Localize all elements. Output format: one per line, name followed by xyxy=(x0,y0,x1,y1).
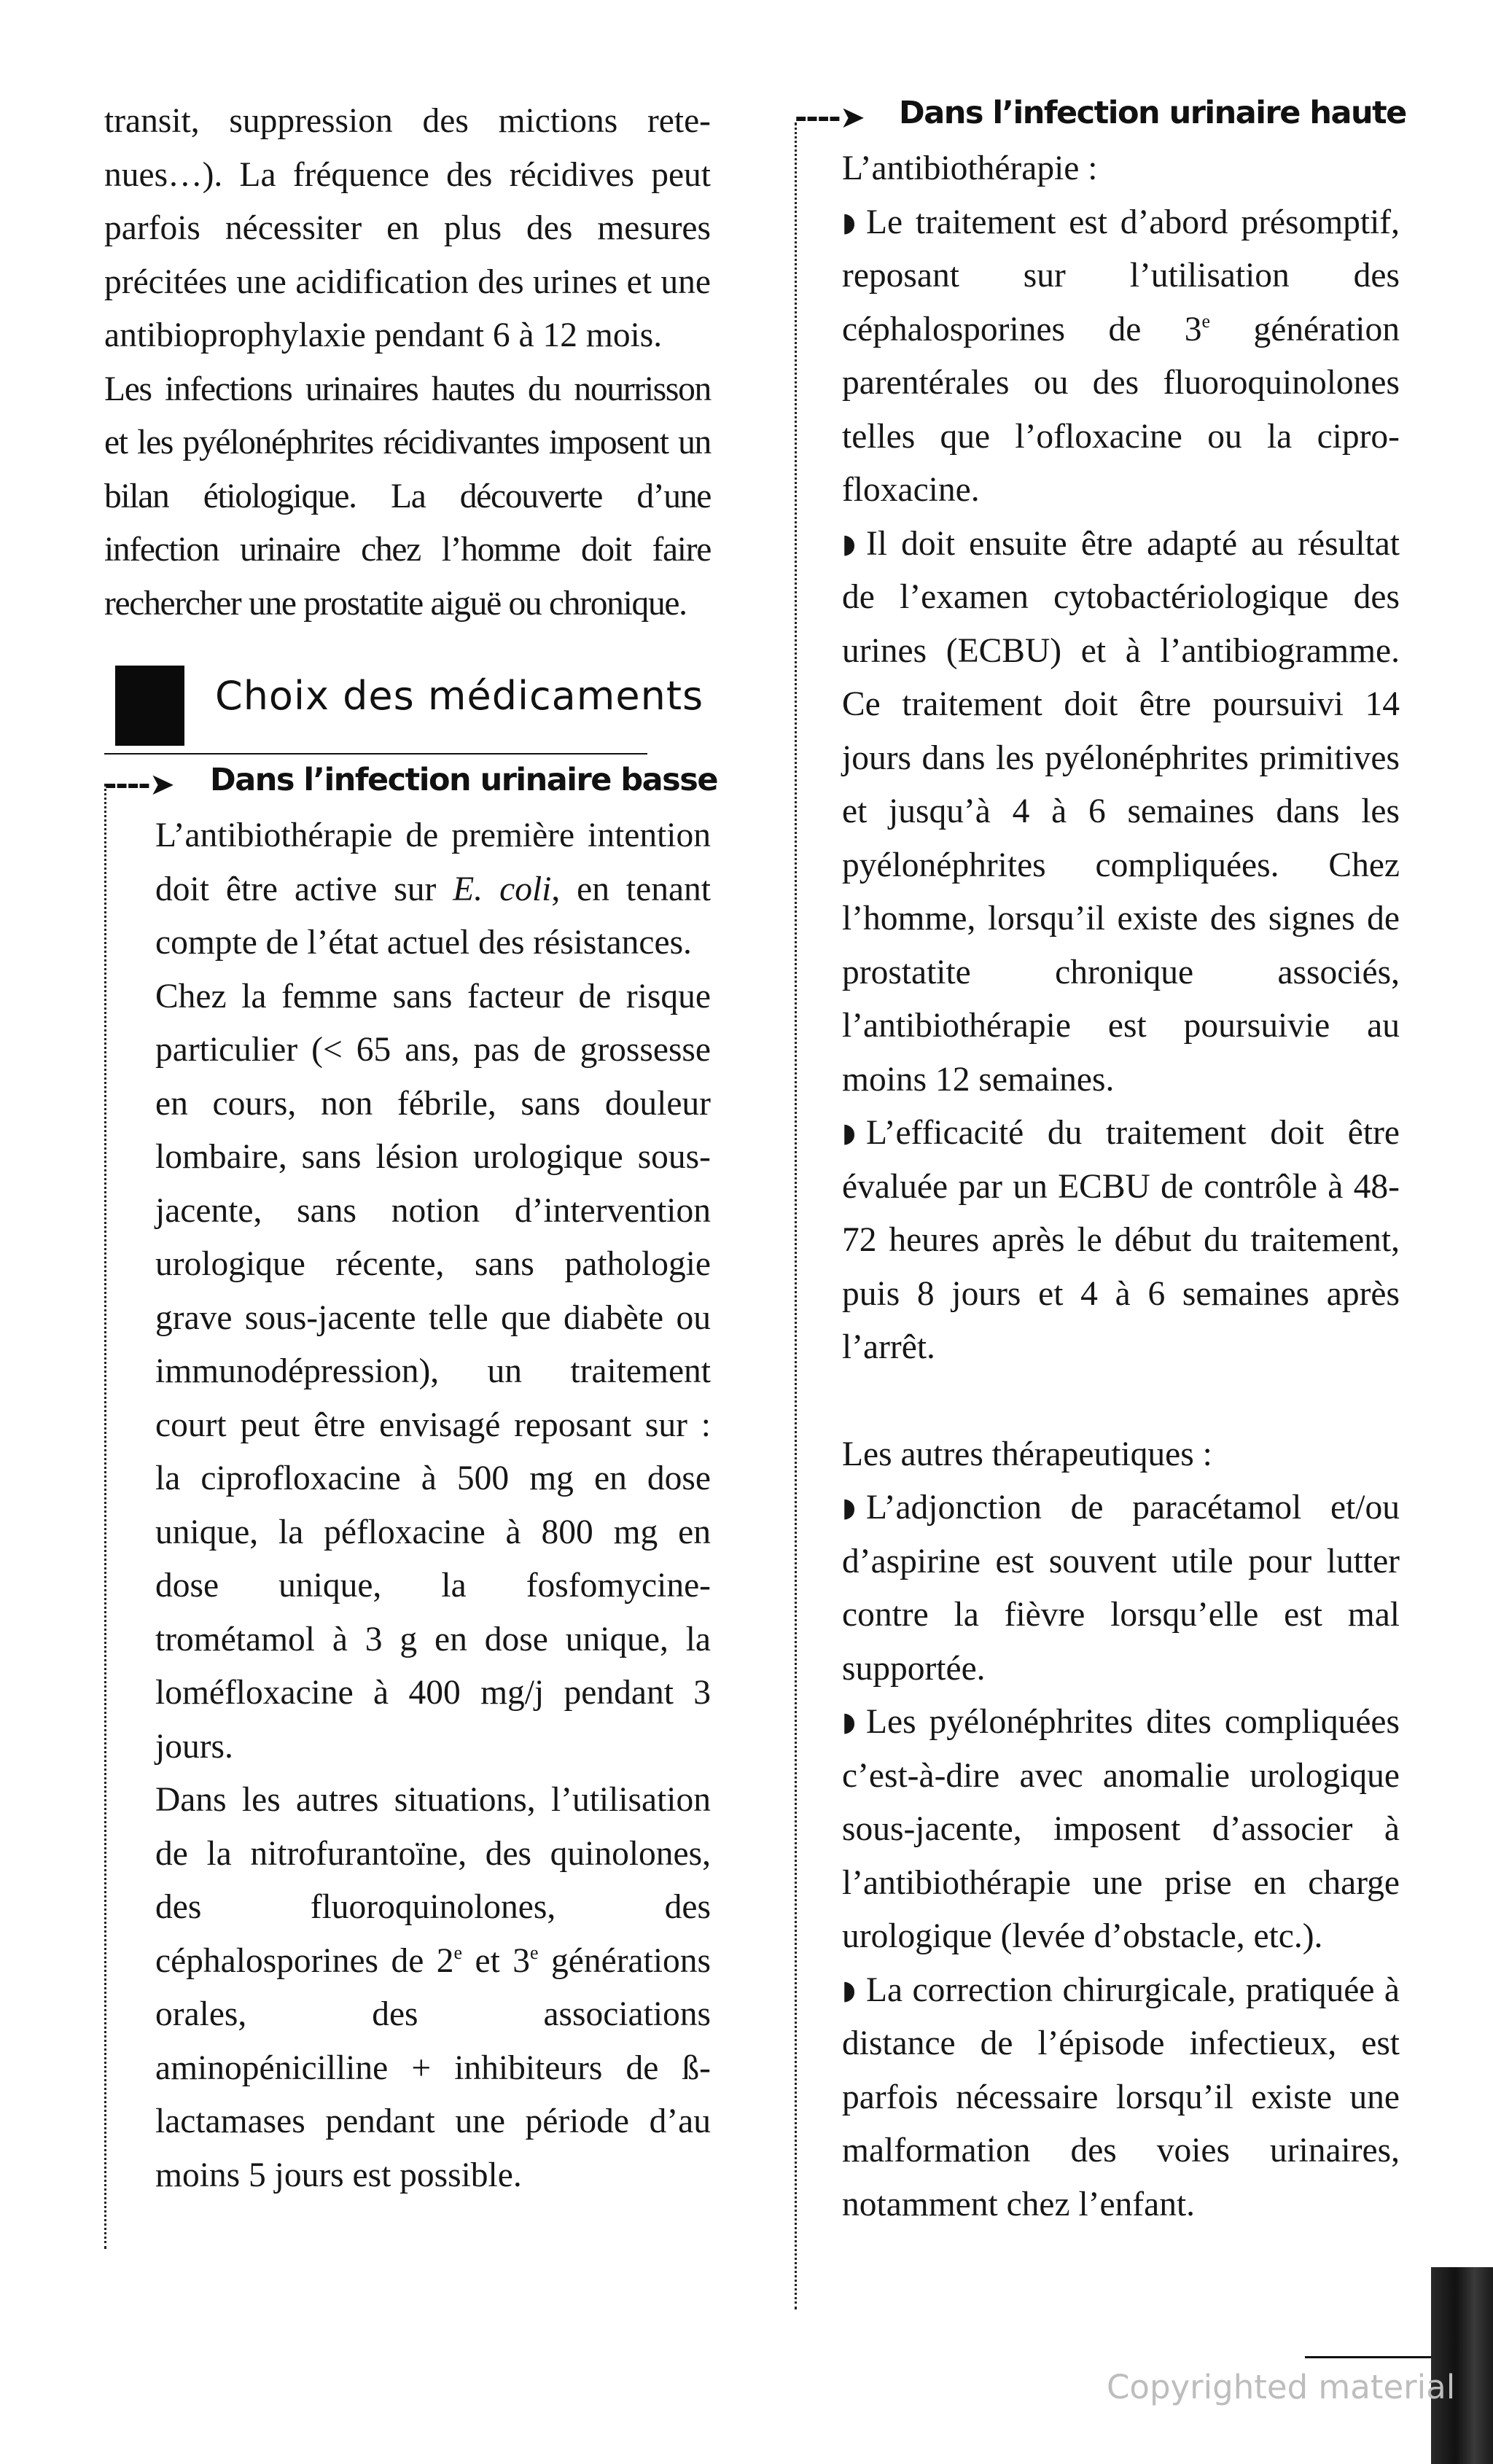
bullet-item: ◗ La correction chirurgicale, pratiquée à distance de l’épisode infectieux, est parfois nécessaire lorsqu’il existe une malformation des voies urinaires, notamment chez l’enfant. xyxy=(842,1964,1400,2232)
subsection-upper-uti xyxy=(795,95,1406,2231)
bullet-icon: ◗ xyxy=(842,1493,856,1523)
bullet-item: ◗ Le traitement est d’abord présomptif, reposant sur l’utilisation des céphalosporines de 3e génération parentérales ou des fluoroquinolones telles que l’ofloxacine ou la ciprofloxacine. xyxy=(842,196,1400,518)
copyright-watermark: Copyrighted material xyxy=(1107,2368,1456,2406)
subsection-title: Dans l’infection urinaire basse xyxy=(210,762,718,798)
bullet-item: ◗ L’efficacité du traitement doit être évaluée par un ECBU de contrôle à 48-72 heures après le début du traitement, puis 8 jours et 4 à 6 semaines après l’arrêt. xyxy=(842,1107,1400,1375)
bullet-icon: ◗ xyxy=(842,1707,856,1737)
bullet-item: ◗ Il doit ensuite être adapté au résultat de l’examen cytobactériologique des urines (ECBU) et à l’antibiogramme. Ce traitement doit être poursuivi 14 jours dans les pyélonéphrites primitives et jusqu’à 4 à 6 semaines dans les pyélonéphrites compliquées. Chez l’homme, lorsqu’il existe des signes de prostatite chronique associés, l’antibiothérapie est poursuivie au moins 12 semaines. xyxy=(842,518,1400,1107)
italic-term: E. coli xyxy=(453,870,552,908)
footer-rule xyxy=(1305,2356,1443,2358)
arrow-icon: ----➤ xyxy=(104,766,174,802)
section-title: Choix des médicaments xyxy=(215,673,704,719)
right-column xyxy=(795,95,1406,2231)
bullet-icon: ◗ xyxy=(842,529,856,559)
paragraph: Dans les autres situations, l’utilisation de la nitrofurantoïne, des quinolones, des fluoroquinolones, des céphalosporines de 2e et 3e générations orales, des associations aminopénicilline + inhibiteurs de ß-lactamases pendant une période d’au moins 5 jours est possible. xyxy=(155,1781,712,2194)
subsection-lower-uti xyxy=(104,762,718,2202)
paragraph: L’antibiothérapie de première intention doit être active sur E. coli, en tenant compte de l’état actuel des résistances. xyxy=(155,816,711,962)
label: L’antibiothérapie : xyxy=(842,149,1098,187)
bullet-icon: ◗ xyxy=(842,1975,856,2005)
arrow-icon: ----➤ xyxy=(795,99,864,135)
bullet-icon: ◗ xyxy=(842,207,856,238)
section-heading xyxy=(104,660,711,762)
bullet-icon: ◗ xyxy=(842,1118,856,1148)
section-marker-icon xyxy=(115,666,184,746)
bullet-item: ◗ Les pyélonéphrites dites compliquées c’est-à-dire avec anomalie urologique sous-jacente, imposent d’associer à l’antibiothérapie une prise en charge urologique (levée d’obstacle, etc.). xyxy=(842,1696,1400,1964)
paragraph: Chez la femme sans facteur de risque particulier (< 65 ans, pas de grossesse en cours, non fébrile, sans douleur lombaire, sans lésion urologique sous-jacente, sans notion d’intervention urologique récente, sans pathologie grave sous-jacente telle que diabète ou immunodépression), un traitement court peut être envisagé reposant sur : la ciprofloxacine à 500 mg en dose unique, la péfloxacine à 800 mg en dose unique, la fosfomycine-trométamol à 3 g en dose unique, la loméfloxacine à 400 mg/j pendant 3 jours. xyxy=(155,977,711,1766)
paragraph: transit, suppression des mictions retenues…). La fréquence des récidives peut parfois nécessiter en plus des mesures précitées une acidification des urines et une antibioprophylaxie pendant 6 à 12 mois. xyxy=(104,102,711,354)
bullet-item: ◗ L’adjonction de paracétamol et/ou d’aspirine est souvent utile pour lutter contre la fièvre lorsqu’elle est mal supportée. xyxy=(842,1481,1400,1696)
page-edge-tab xyxy=(1431,2267,1493,2464)
section-underline xyxy=(104,753,647,755)
paragraph: Les infections urinaires hautes du nourrisson et les pyélonéphrites récidivantes imposent un bilan étiologique. La découverte d’une infection urinaire chez l’homme doit faire rechercher une prostatite aiguë ou chronique. xyxy=(104,370,711,623)
dotted-rule xyxy=(795,122,797,2309)
dotted-rule xyxy=(104,784,106,2249)
subsection-title: Dans l’infection urinaire haute xyxy=(899,95,1406,131)
left-column xyxy=(104,95,718,2202)
label: Les autres thérapeutiques : xyxy=(842,1435,1212,1473)
